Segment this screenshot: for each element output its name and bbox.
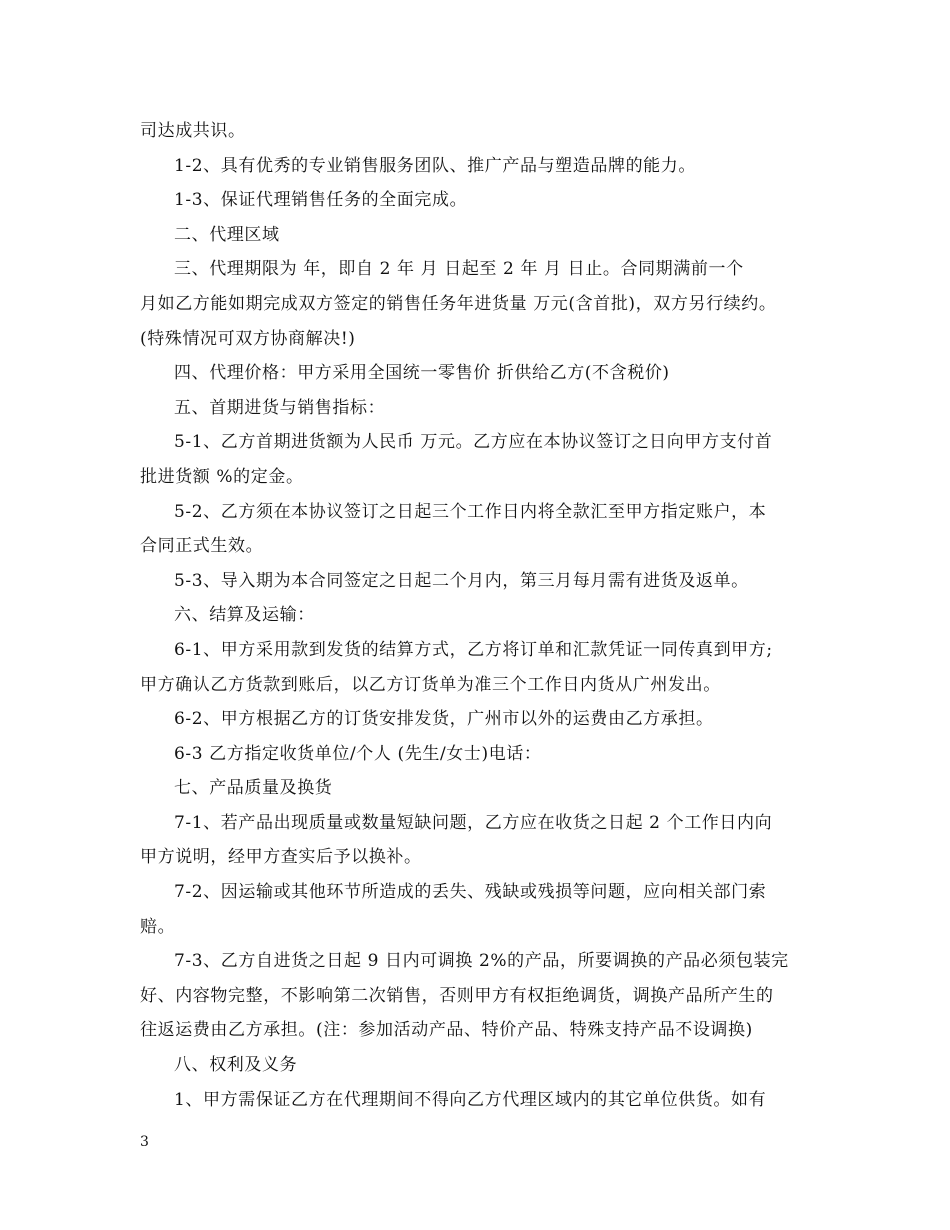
text-line: 5-1、乙方首期进货额为人民币 万元。乙方应在本协议签订之日向甲方支付首	[174, 432, 773, 453]
text-line: 1-2、具有优秀的专业销售服务团队、推广产品与塑造品牌的能力。	[174, 155, 696, 176]
text-line: 5-3、导入期为本合同签定之日起二个月内，第三月每月需有进货及返单。	[174, 570, 749, 591]
text-line: 五、首期进货与销售指标：	[174, 397, 386, 418]
text-line: 6-2、甲方根据乙方的订货安排发货，广州市以外的运费由乙方承担。	[174, 709, 714, 730]
text-line: 1、甲方需保证乙方在代理期间不得向乙方代理区域内的其它单位供货。如有	[174, 1089, 767, 1110]
text-line: 1-3、保证代理销售任务的全面完成。	[174, 190, 468, 211]
text-line: 赔。	[140, 916, 176, 937]
text-line: 八、权利及义务	[174, 1055, 298, 1076]
text-line: 7-3、乙方自进货之日起 9 日内可调换 2%的产品，所要调换的产品必须包装完	[174, 951, 789, 972]
text-line: 月如乙方能如期完成双方签定的销售任务年进货量 万元(含首批)，双方另行续约。	[140, 293, 777, 314]
text-line: 甲方说明，经甲方查实后予以换补。	[140, 847, 422, 868]
text-line: 六、结算及运输：	[174, 605, 315, 626]
page-number: 3	[140, 1134, 149, 1150]
text-line: 批进货额 %的定金。	[140, 466, 304, 487]
text-line: 6-1、甲方采用款到发货的结算方式，乙方将订单和汇款凭证一同传真到甲方;	[174, 639, 773, 660]
text-line: 6-3 乙方指定收货单位/个人 (先生/女士)电话：	[174, 743, 542, 764]
text-line: 二、代理区域	[174, 224, 280, 245]
text-line: 7-2、因运输或其他环节所造成的丢失、残缺或残损等问题，应向相关部门索	[174, 882, 767, 903]
text-line: 往返运费由乙方承担。(注：参加活动产品、特价产品、特殊支持产品不设调换)	[140, 1020, 753, 1041]
text-line: 合同正式生效。	[140, 536, 264, 557]
text-line: (特殊情况可双方协商解决!)	[140, 328, 356, 349]
text-line: 司达成共识。	[140, 121, 246, 141]
contract-body	[140, 114, 830, 1117]
text-line: 四、代理价格：甲方采用全国统一零售价 折供给乙方(不含税价)	[174, 363, 670, 384]
text-line: 甲方确认乙方货款到账后，以乙方订货单为准三个工作日内货从广州发出。	[140, 674, 721, 695]
text-line: 好、内容物完整，不影响第二次销售，否则甲方有权拒绝调货，调换产品所产生的	[140, 985, 774, 1006]
text-line: 七、产品质量及换货	[174, 778, 333, 799]
text-line: 7-1、若产品出现质量或数量短缺问题，乙方应在收货之日起 2 个工作日内向	[174, 812, 773, 833]
text-line: 5-2、乙方须在本协议签订之日起三个工作日内将全款汇至甲方指定账户，本	[174, 501, 767, 522]
text-line: 三、代理期限为 年，即自 2 年 月 日起至 2 年 月 日止。合同期满前一个	[174, 259, 744, 280]
